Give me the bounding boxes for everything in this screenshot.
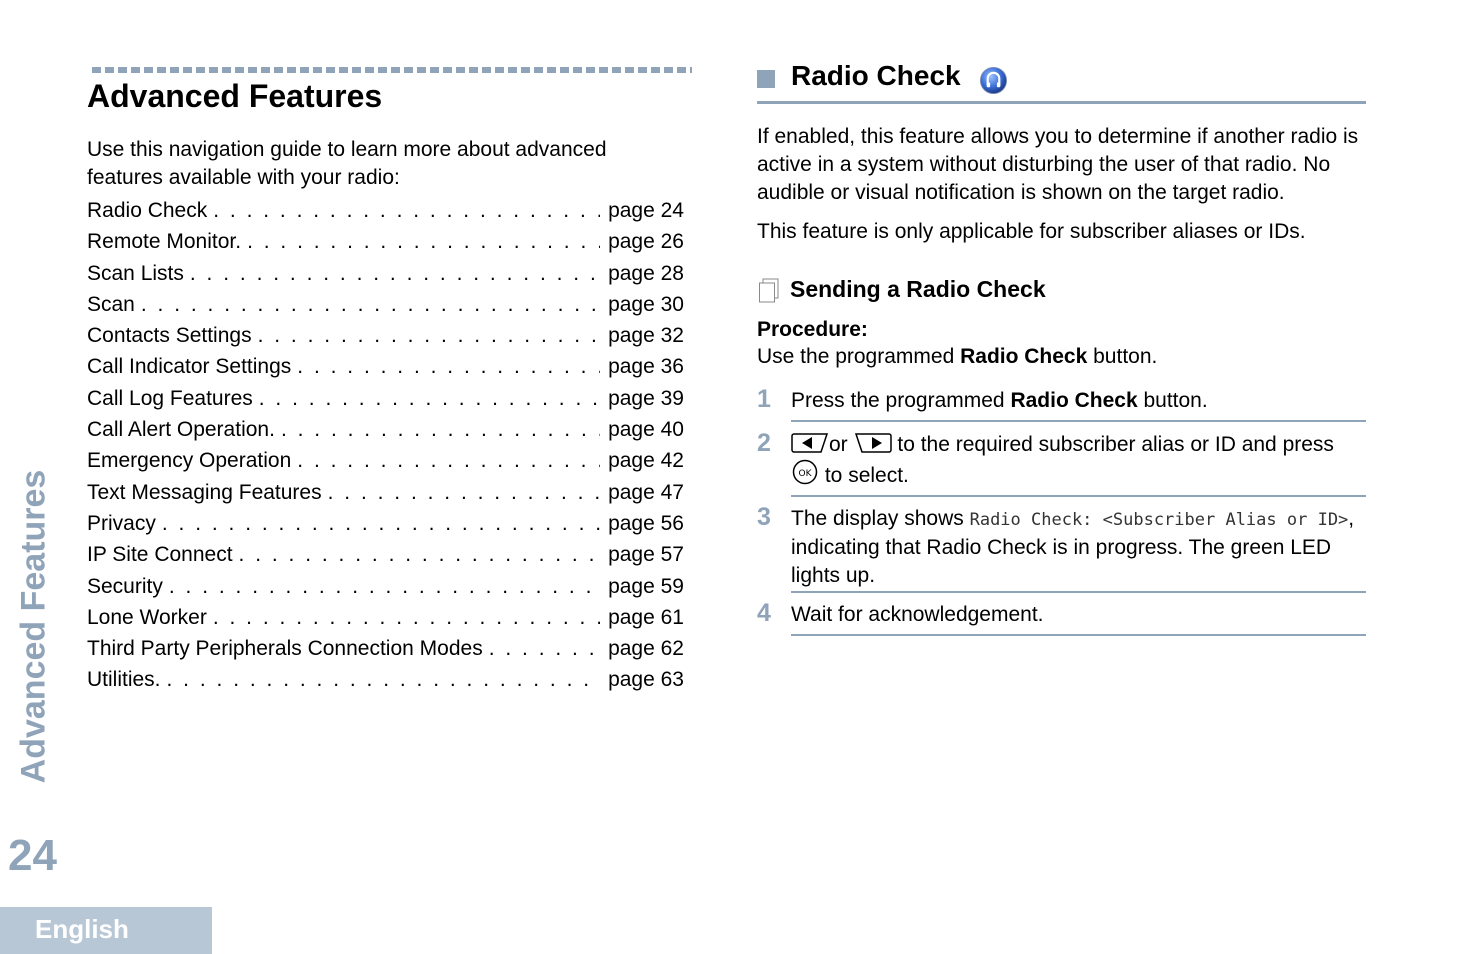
toc-page: page 30 bbox=[608, 292, 684, 316]
page-number: 24 bbox=[8, 831, 57, 880]
toc-title: Lone Worker bbox=[87, 605, 207, 629]
display-message: Radio Check: <Subscriber Alias or ID> bbox=[969, 510, 1349, 530]
toc-page: page 42 bbox=[608, 449, 684, 473]
svg-text:OK: OK bbox=[798, 469, 812, 479]
toc-page: page 36 bbox=[608, 355, 684, 379]
step-text: or to the required subscriber alias or ID and press OK to select. bbox=[791, 431, 1366, 490]
toc-item[interactable] bbox=[87, 320, 684, 351]
toc-title: Call Log Features bbox=[87, 386, 253, 410]
side-tab-label: Advanced Features bbox=[14, 469, 53, 783]
toc-item[interactable] bbox=[87, 539, 684, 570]
toc-page: page 26 bbox=[608, 230, 684, 254]
toc-list bbox=[87, 195, 684, 696]
heading-rule bbox=[757, 101, 1366, 104]
toc-page: page 32 bbox=[608, 324, 684, 348]
radio-check-feature-icon bbox=[979, 66, 1008, 95]
toc-item[interactable] bbox=[87, 602, 684, 633]
toc-title: Call Alert Operation. bbox=[87, 418, 275, 442]
toc-title: Privacy bbox=[87, 511, 156, 535]
toc-title: Emergency Operation bbox=[87, 449, 292, 473]
step-text: Wait for acknowledgement. bbox=[791, 603, 1044, 626]
toc-title: Call Indicator Settings bbox=[87, 355, 292, 379]
toc-leader bbox=[258, 320, 600, 351]
page-heading: Advanced Features bbox=[87, 78, 383, 114]
toc-item[interactable] bbox=[87, 571, 684, 602]
side-section-tab bbox=[12, 470, 56, 782]
ok-button-icon bbox=[791, 459, 819, 485]
toc-leader bbox=[239, 539, 601, 570]
toc-item[interactable] bbox=[87, 477, 684, 508]
toc-page: page 57 bbox=[608, 543, 684, 567]
toc-item[interactable] bbox=[87, 351, 684, 382]
step-rule bbox=[791, 420, 1366, 422]
toc-title: Scan Lists bbox=[87, 261, 184, 285]
language-label: English bbox=[35, 914, 129, 944]
toc-leader bbox=[297, 351, 600, 382]
step-number: 1 bbox=[757, 385, 771, 413]
step-text: The display shows Radio Check: <Subscriber Alias or ID>, indicating that Radio Check is in progress. The green LED lights up. bbox=[791, 507, 1355, 587]
toc-leader bbox=[259, 383, 600, 414]
toc-item[interactable] bbox=[87, 289, 684, 320]
toc-page: page 56 bbox=[608, 511, 684, 535]
subsection-heading: Sending a Radio Check bbox=[790, 276, 1046, 302]
toc-title: Radio Check bbox=[87, 199, 208, 222]
language-tab bbox=[0, 907, 212, 954]
toc-leader bbox=[297, 445, 600, 476]
toc-leader bbox=[213, 602, 600, 633]
procedure-text: Use the programmed Radio Check button. bbox=[757, 345, 1158, 368]
toc-item[interactable] bbox=[87, 258, 684, 289]
toc-item[interactable] bbox=[87, 383, 684, 414]
toc-item[interactable] bbox=[87, 414, 684, 445]
toc-page: page 61 bbox=[608, 605, 684, 629]
step-number: 3 bbox=[757, 503, 771, 531]
right-arrow-key-icon bbox=[854, 432, 892, 454]
toc-title: IP Site Connect bbox=[87, 543, 233, 567]
toc-title: Scan bbox=[87, 292, 135, 316]
toc-leader bbox=[162, 508, 600, 539]
left-arrow-key-icon bbox=[791, 432, 829, 454]
toc-title: Utilities. bbox=[87, 668, 161, 692]
toc-leader bbox=[141, 289, 600, 320]
toc-leader bbox=[247, 226, 600, 257]
procedure-label: Procedure: bbox=[757, 318, 868, 341]
step-rule bbox=[791, 634, 1366, 636]
toc-page: page 39 bbox=[608, 386, 684, 410]
heading-square-bullet bbox=[757, 70, 775, 88]
step-text: Press the programmed Radio Check button. bbox=[791, 389, 1208, 412]
toc-page: page 62 bbox=[608, 637, 684, 661]
toc-page: page 40 bbox=[608, 418, 684, 442]
toc-title: Contacts Settings bbox=[87, 324, 252, 348]
toc-item[interactable] bbox=[87, 633, 684, 664]
toc-leader bbox=[328, 477, 600, 508]
toc-title: Security bbox=[87, 574, 163, 598]
intro-paragraph: If enabled, this feature allows you to determine if another radio is active in a system without disturbing the user of that radio. No audible or visual notification is shown on the target radio. bbox=[757, 125, 1359, 204]
toc-leader bbox=[167, 664, 601, 695]
intro-text: Use this navigation guide to learn more about advanced features available with your radio: bbox=[87, 138, 607, 189]
toc-leader bbox=[489, 633, 600, 664]
toc-title: Remote Monitor. bbox=[87, 230, 242, 254]
step-rule bbox=[791, 591, 1366, 593]
toc-item[interactable] bbox=[87, 226, 684, 257]
toc-page: page 47 bbox=[608, 480, 684, 504]
toc-page: page 28 bbox=[608, 261, 684, 285]
toc-title: Third Party Peripherals Connection Modes bbox=[87, 637, 483, 661]
toc-leader bbox=[190, 258, 600, 289]
toc-leader bbox=[169, 571, 600, 602]
toc-page: page 63 bbox=[608, 668, 684, 692]
procedure-page-icon bbox=[758, 278, 780, 304]
toc-page: page 59 bbox=[608, 574, 684, 598]
toc-page: page 24 bbox=[608, 199, 684, 222]
toc-leader bbox=[281, 414, 600, 445]
toc-title: Text Messaging Features bbox=[87, 480, 322, 504]
toc-item[interactable] bbox=[87, 445, 684, 476]
toc-item[interactable] bbox=[87, 195, 684, 226]
note-paragraph: This feature is only applicable for subscriber aliases or IDs. bbox=[757, 220, 1306, 243]
step-number: 2 bbox=[757, 429, 771, 457]
step-number: 4 bbox=[757, 599, 771, 627]
toc-item[interactable] bbox=[87, 508, 684, 539]
section-dashed-rule bbox=[92, 67, 692, 73]
toc-item[interactable] bbox=[87, 664, 684, 695]
toc-leader bbox=[213, 195, 600, 226]
section-heading: Radio Check bbox=[791, 60, 961, 91]
step-rule bbox=[791, 495, 1366, 497]
